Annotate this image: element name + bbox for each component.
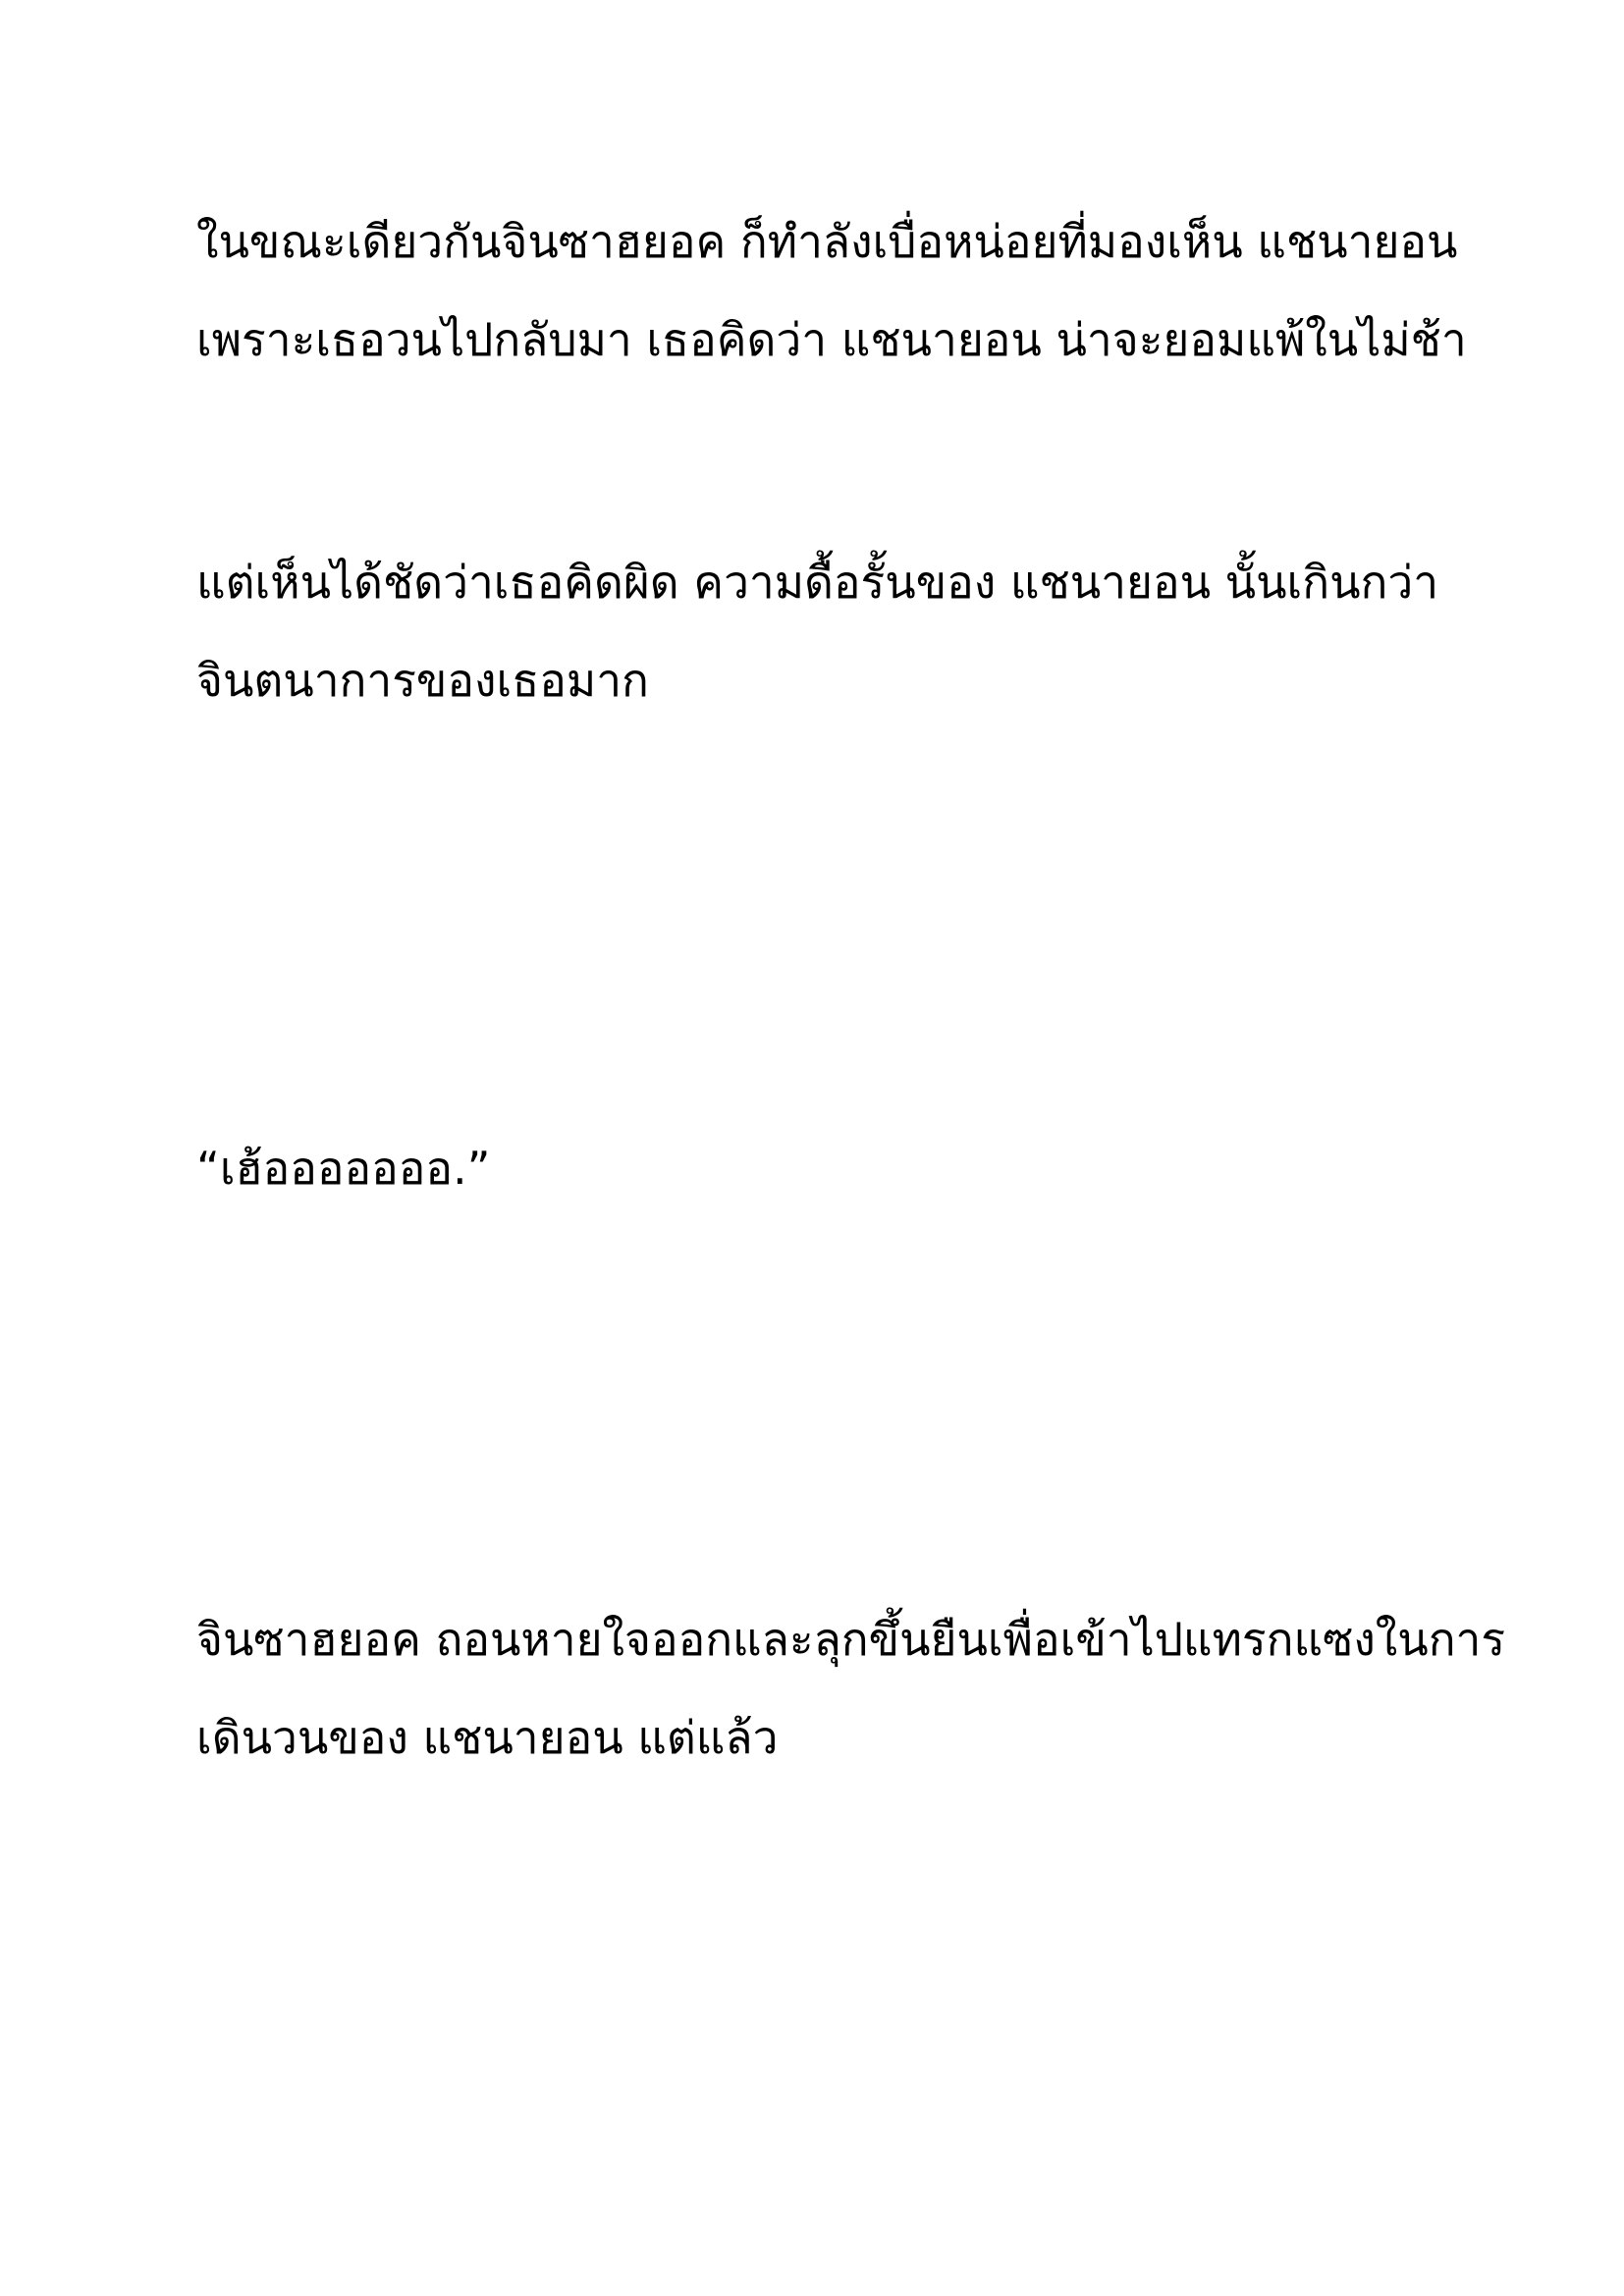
- paragraph-1-line-2: เพราะเธอวนไปกลับมา เธอคิดว่า แชนายอน น่าจะยอมแพ้ในไม่ช้า: [196, 313, 1467, 366]
- paragraph-4-line-2: เดินวนของ แชนายอน แต่แล้ว: [196, 1711, 779, 1764]
- paragraph-4-line-1: จินซาฮยอค ถอนหายใจออกและลุกขึ้นยืนเพื่อเข้าไปแทรกแซงในการ: [196, 1613, 1506, 1666]
- paragraph-2: [196, 533, 1473, 729]
- paragraph-4: [196, 1590, 1506, 1787]
- paragraph-2-line-1: แต่เห็นได้ชัดว่าเธอคิดผิด ความดื้อรั้นของ แชนายอน นั้นเกินกว่า: [196, 556, 1439, 609]
- paragraph-1-line-1: ในขณะเดียวกันจินซาฮยอค ก็ทำลังเบื่อหน่อยที่มองเห็น แชนายอน: [196, 215, 1458, 268]
- paragraph-2-line-2: จินตนาการของเธอมาก: [196, 654, 649, 707]
- paragraph-3-line-1: “เฮ้อออออออ.”: [196, 1142, 491, 1195]
- paragraph-1: [196, 192, 1473, 389]
- paragraph-3-dialogue: [196, 1119, 1473, 1217]
